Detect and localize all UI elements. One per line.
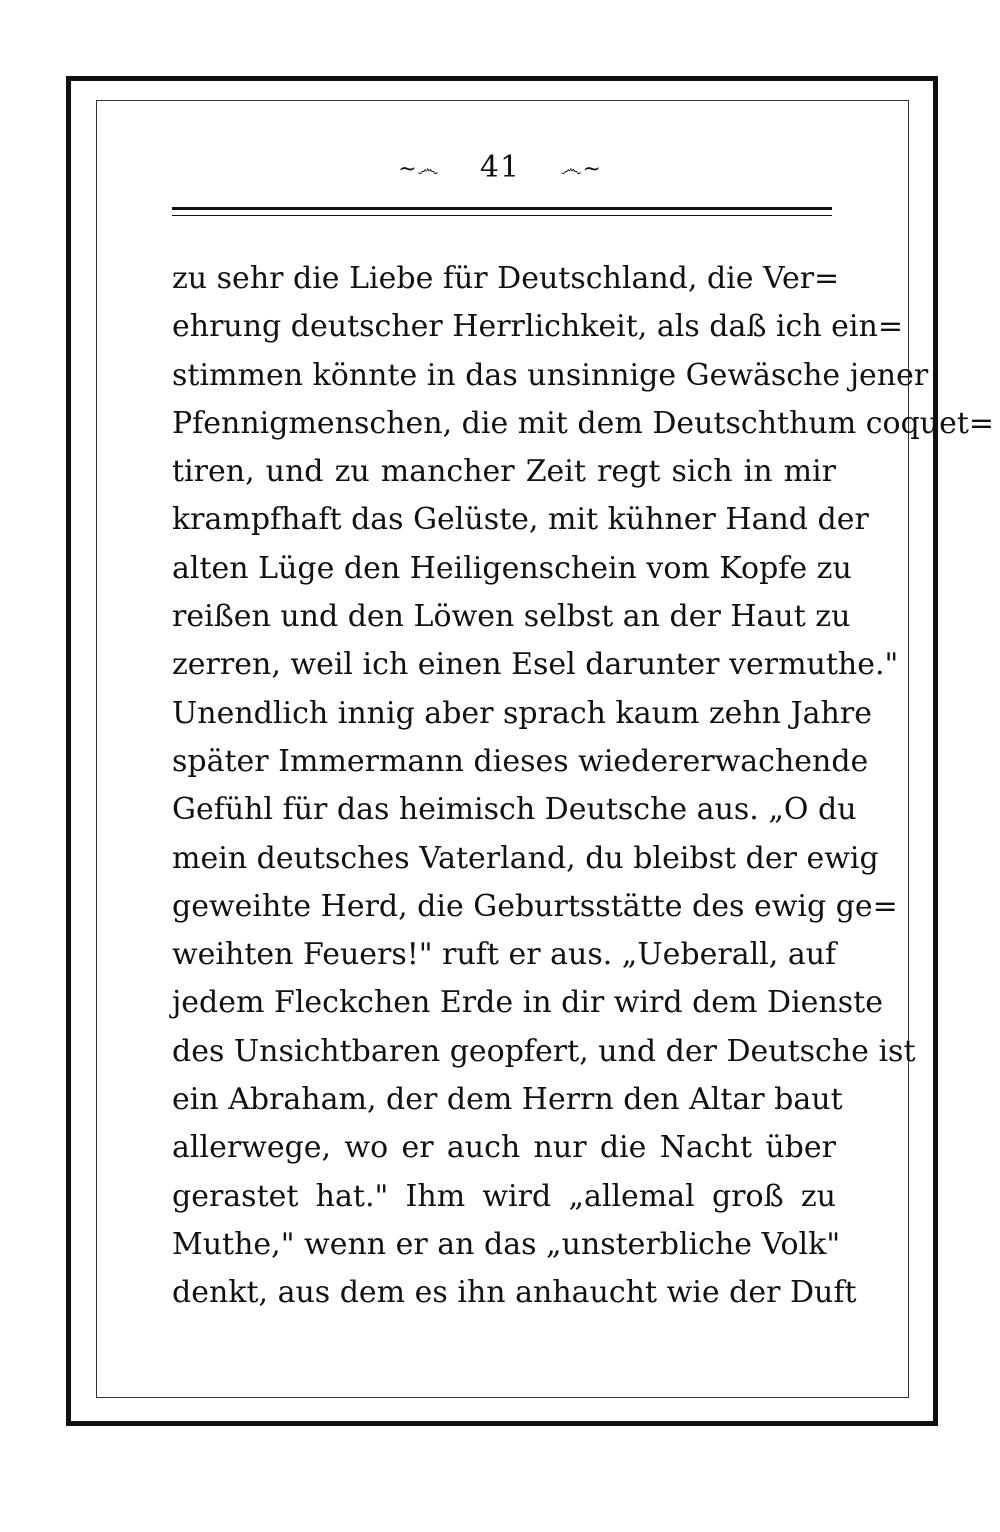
text-line: jedem Fleckchen Erde in dir wird dem Dienste bbox=[172, 985, 883, 1021]
body-text bbox=[172, 255, 995, 1318]
text-line: geweihte Herd, die Geburtsstätte des ewig ge= bbox=[172, 888, 898, 924]
text-line: ehrung deutscher Herrlichkeit, als daß ich ein= bbox=[172, 309, 903, 345]
text-line: des Unsichtbaren geopfert, und der Deutsche ist bbox=[172, 1033, 916, 1069]
text-line: weihten Feuers!" ruft er aus. „Ueberall, auf bbox=[172, 937, 837, 973]
text-line: später Immermann dieses wiedererwachende bbox=[172, 743, 869, 779]
text-line: denkt, aus dem es ihn anhaucht wie der Duft bbox=[172, 1275, 857, 1311]
header-rule-thin bbox=[172, 215, 832, 216]
text-line: allerwege, wo er auch nur die Nacht über bbox=[172, 1130, 836, 1166]
running-head bbox=[0, 150, 1000, 185]
text-line: gerastet hat." Ihm wird „allemal groß zu bbox=[172, 1178, 836, 1214]
header-rule-thick bbox=[172, 207, 832, 210]
text-line: zerren, weil ich einen Esel darunter vermuthe." bbox=[172, 647, 899, 683]
text-line: krampfhaft das Gelüste, mit kühner Hand der bbox=[172, 502, 869, 538]
ornament-right: ෴~ bbox=[560, 156, 602, 182]
text-line: zu sehr die Liebe für Deutschland, die Ver= bbox=[172, 261, 840, 296]
text-line: reißen und den Löwen selbst an der Haut zu bbox=[172, 599, 851, 635]
text-line: Unendlich innig aber sprach kaum zehn Jahre bbox=[172, 695, 872, 731]
text-line: ein Abraham, der dem Herrn den Altar baut bbox=[172, 1082, 843, 1118]
text-line: mein deutsches Vaterland, du bleibst der ewig bbox=[172, 840, 879, 876]
text-line: alten Lüge den Heiligenschein vom Kopfe zu bbox=[172, 550, 852, 586]
text-line: Gefühl für das heimisch Deutsche aus. „O du bbox=[172, 792, 857, 828]
text-line: Muthe," wenn er an das „unsterbliche Volk" bbox=[172, 1226, 841, 1262]
page-number: 41 bbox=[479, 150, 521, 185]
text-line: tiren, und zu mancher Zeit regt sich in mir bbox=[172, 454, 836, 490]
text-line: Pfennigmenschen, die mit dem Deutschthum coquet= bbox=[172, 405, 995, 441]
text-line: stimmen könnte in das unsinnige Gewäsche jener bbox=[172, 357, 929, 393]
ornament-left: ~෴ bbox=[398, 156, 440, 182]
